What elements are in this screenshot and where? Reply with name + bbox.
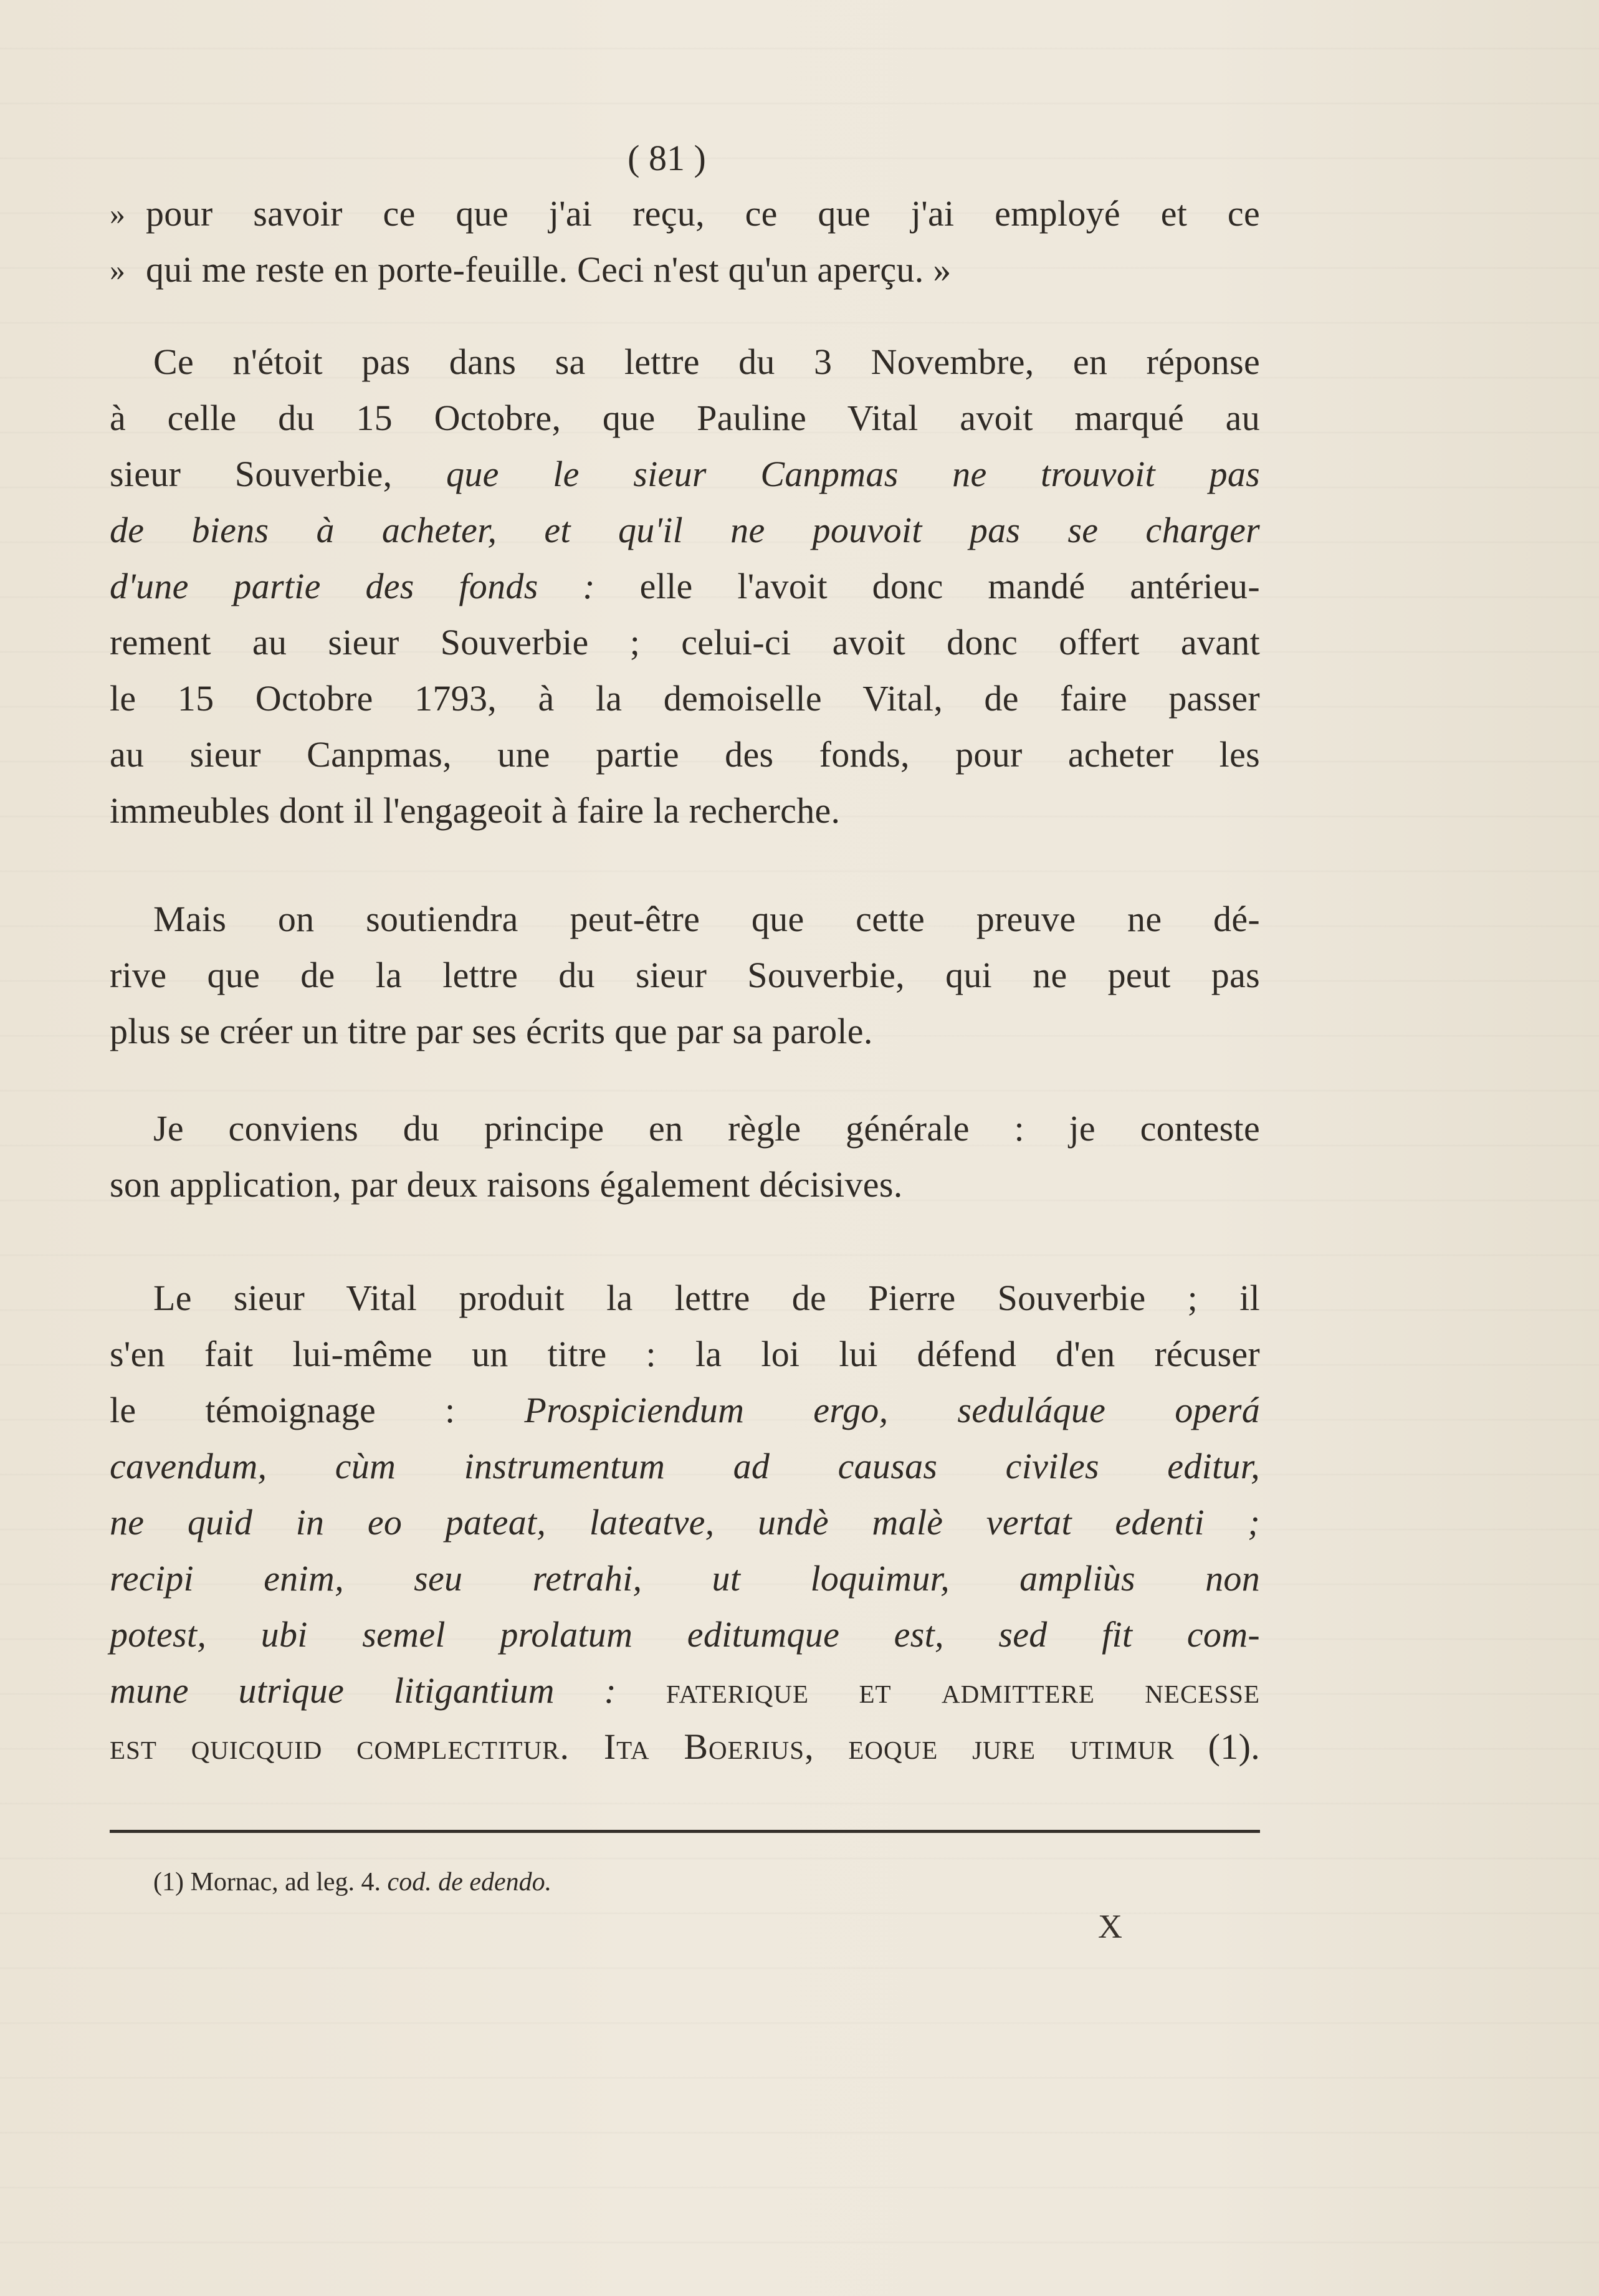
paragraph-5-line-8-italic: mune utrique litigantium : (110, 1670, 666, 1711)
quote-mark: » (110, 252, 126, 287)
footnote (153, 1863, 551, 1901)
page-number: ( 81 ) (628, 138, 706, 178)
paragraph-3-line-3: plus se créer un titre par ses écrits que par sa parole. (110, 1011, 873, 1051)
paragraph-5-line-3-italic: Prospiciendum ergo, seduláque operá (524, 1390, 1261, 1430)
paragraph-2-line-9: immeubles dont il l'engageoit à faire la recherche. (110, 790, 841, 831)
footnote-separator (110, 1830, 1260, 1833)
paragraph-3-line-1: Mais on soutiendra peut-être que cette preuve ne dé- (153, 899, 1260, 939)
paragraph-5-line-5: ne quid in eo pateat, lateatve, undè malè vertat edenti ; (110, 1502, 1260, 1543)
paragraph-2 (110, 334, 1260, 839)
paragraph-2-line-3-italic: que le sieur Canpmas ne trouvoit pas (446, 454, 1260, 494)
paragraph-5-line-3-roman: le témoignage : (110, 1390, 525, 1430)
quote-line-1 (110, 186, 1260, 242)
paragraph-2-line-4: de biens à acheter, et qu'il ne pouvoit pas se charger (110, 510, 1260, 550)
footnote-citation: cod. de edendo. (387, 1868, 552, 1897)
quote-mark: » (110, 196, 126, 231)
paragraph-2-line-8: au sieur Canpmas, une partie des fonds, pour acheter les (110, 734, 1260, 775)
quote-continuation (110, 186, 1260, 298)
paragraph-5-line-6: recipi enim, seu retrahi, ut loquimur, ampliùs non (110, 1558, 1260, 1599)
paragraph-5 (110, 1270, 1260, 1775)
paragraph-4-line-2: son application, par deux raisons également décisives. (110, 1164, 903, 1205)
quote-line-1-text: pour savoir ce que j'ai reçu, ce que j'ai employé et ce (146, 193, 1260, 234)
paragraph-2-line-5-roman: elle l'avoit donc mandé antérieu- (639, 566, 1260, 606)
paragraph-4-line-1: Je conviens du principe en règle générale : je conteste (153, 1108, 1260, 1149)
paragraph-4 (110, 1101, 1260, 1213)
paragraph-2-line-3-roman: sieur Souverbie, (110, 454, 447, 494)
signature-mark: X (1098, 1908, 1122, 1945)
quote-line-2 (110, 242, 1260, 298)
paragraph-5-line-7: potest, ubi semel prolatum editumque est, sed fit com- (110, 1614, 1260, 1655)
paragraph-3-line-2: rive que de la lettre du sieur Souverbie, qui ne peut pas (110, 955, 1260, 995)
paragraph-5-line-4: cavendum, cùm instrumentum ad causas civiles editur, (110, 1446, 1260, 1486)
paragraph-2-line-5 (110, 558, 1260, 615)
paragraph-2-line-7: le 15 Octobre 1793, à la demoiselle Vital, de faire passer (110, 678, 1260, 719)
paragraph-5-line-3 (110, 1382, 1260, 1438)
paragraph-2-line-6: rement au sieur Souverbie ; celui-ci avoit donc offert avant (110, 622, 1260, 662)
paragraph-5-line-1: Le sieur Vital produit la lettre de Pierre Souverbie ; il (153, 1278, 1260, 1318)
paragraph-2-line-2: à celle du 15 Octobre, que Pauline Vital avoit marqué au (110, 398, 1260, 438)
footnote-marker: (1) Mornac, ad leg. 4. (153, 1868, 381, 1897)
paragraph-5-line-8-caps: faterique et admittere necesse (666, 1670, 1260, 1711)
paragraph-5-line-2: s'en fait lui-même un titre : la loi lui défend d'en récuser (110, 1334, 1260, 1374)
paragraph-3 (110, 891, 1260, 1060)
quote-line-2-text: qui me reste en porte-feuille. Ceci n'est qu'un aperçu. » (146, 249, 952, 290)
paragraph-5-line-9 (110, 1719, 1260, 1775)
paragraph-2-line-5-italic: d'une partie des fonds : (110, 566, 595, 606)
paragraph-2-line-3 (110, 446, 1260, 502)
paragraph-2-line-1: Ce n'étoit pas dans sa lettre du 3 Novembre, en réponse (153, 342, 1260, 382)
paragraph-5-line-8 (110, 1663, 1260, 1719)
footnote-reference: (1). (1174, 1726, 1260, 1767)
paragraph-5-line-9-caps: est quicquid complectitur. Ita Boerius, eoque jure utimur (110, 1726, 1175, 1767)
